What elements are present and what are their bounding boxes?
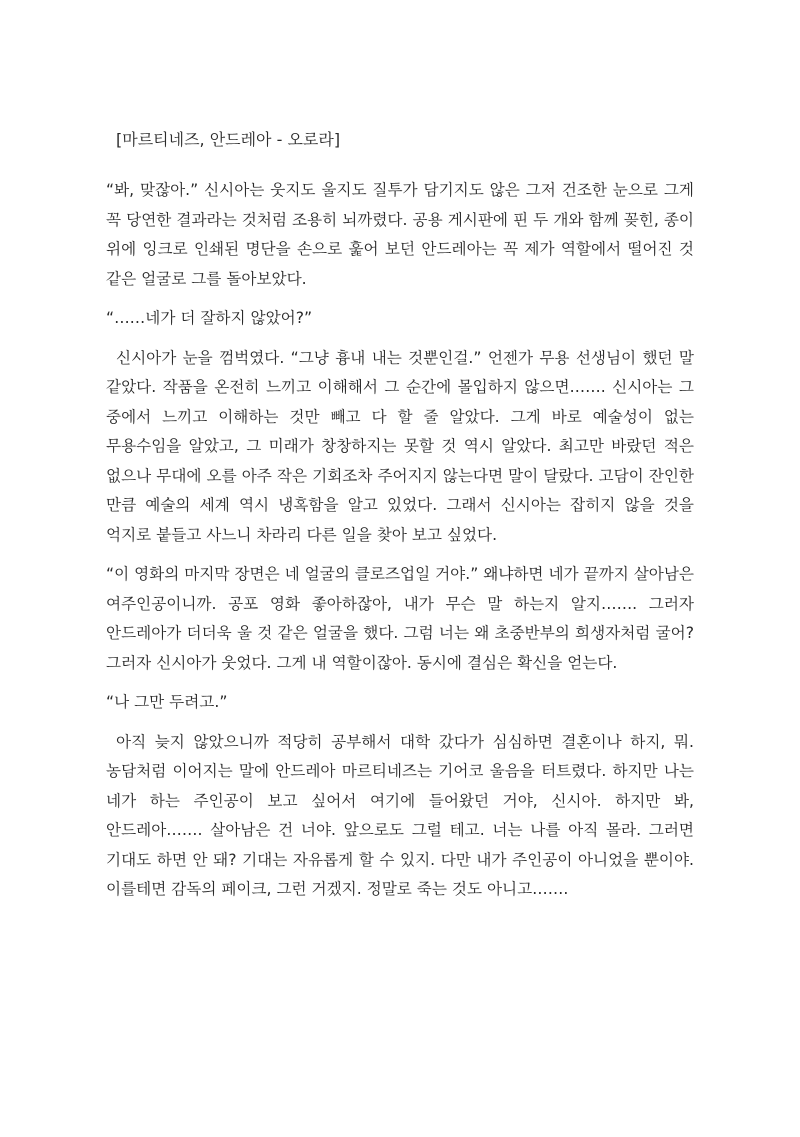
- paragraph-2: “……네가 더 잘하지 않았어?”: [106, 309, 313, 327]
- paragraph-6: 아직 늦지 않았으니까 적당히 공부해서 대학 갔다가 심심하면 결혼이나 하지, 뭐. 농담처럼 이어지는 말에 안드레아 마르티네즈는 기어코 울음을 터트렸다. 하지만 나는 네가 하는 주인공이 보고 싶어서 여기에 들어왔던 거야, 신시아. 하지만 봐, 안드레아……. 살아남은 건 너야. 앞으로도 그럴 테고. 너는 나를 아직 몰라. 그러면 기대도 하면 안 돼? 기대는 자유롭게 할 수 있지. 다만 내가 주인공이 아니었을 뿐이야. 이를테면 감독의 페이크, 그런 거겠지. 정말로 죽는 것도 아니고…….: [106, 732, 694, 898]
- chapter-heading: [마르티네즈, 안드레아 - 오로라]: [116, 130, 341, 149]
- paragraph-5: “나 그만 두려고.”: [106, 693, 228, 711]
- paragraph-1: “봐, 맞잖아.” 신시아는 웃지도 울지도 질투가 담기지도 않은 그저 건조한 눈으로 그게 꼭 당연한 결과라는 것처럼 조용히 뇌까렸다. 공용 게시판에 핀 두 개와 함께 꽂힌, 종이 위에 잉크로 인쇄된 명단을 손으로 훑어 보던 안드레아는 꼭 제가 역할에서 떨어진 것 같은 얼굴로 그를 돌아보았다.: [106, 181, 694, 288]
- paragraph-4: “이 영화의 마지막 장면은 네 얼굴의 클로즈업일 거야.” 왜냐하면 네가 끝까지 살아남은 여주인공이니까. 공포 영화 좋아하잖아, 내가 무슨 말 하는지 알지……. 그러자 안드레아가 더더욱 울 것 같은 얼굴을 했다. 그럼 너는 왜 초중반부의 희생자처럼 굴어? 그러자 신시아가 웃었다. 그게 내 역할이잖아. 동시에 결심은 확신을 얻는다.: [106, 565, 694, 672]
- document-page: [106, 128, 694, 915]
- paragraph-3: 신시아가 눈을 껌벅였다. “그냥 흉내 내는 것뿐인걸.” 언젠가 무용 선생님이 했던 말 같았다. 작품을 온전히 느끼고 이해해서 그 순간에 몰입하지 않으면……. 신시아는 그 중에서 느끼고 이해하는 것만 빼고 다 할 줄 알았다. 그게 바로 예술성이 없는 무용수임을 알았고, 그 미래가 창창하지는 못할 것 역시 알았다. 최고만 바랐던 적은 없으나 무대에 오를 아주 작은 기회조차 주어지지 않는다면 말이 달랐다. 고담이 잔인한 만큼 예술의 세계 역시 냉혹함을 알고 있었다. 그래서 신시아는 잡히지 않을 것을 억지로 붙들고 사느니 차라리 다른 일을 찾아 보고 싶었다.: [106, 348, 694, 544]
